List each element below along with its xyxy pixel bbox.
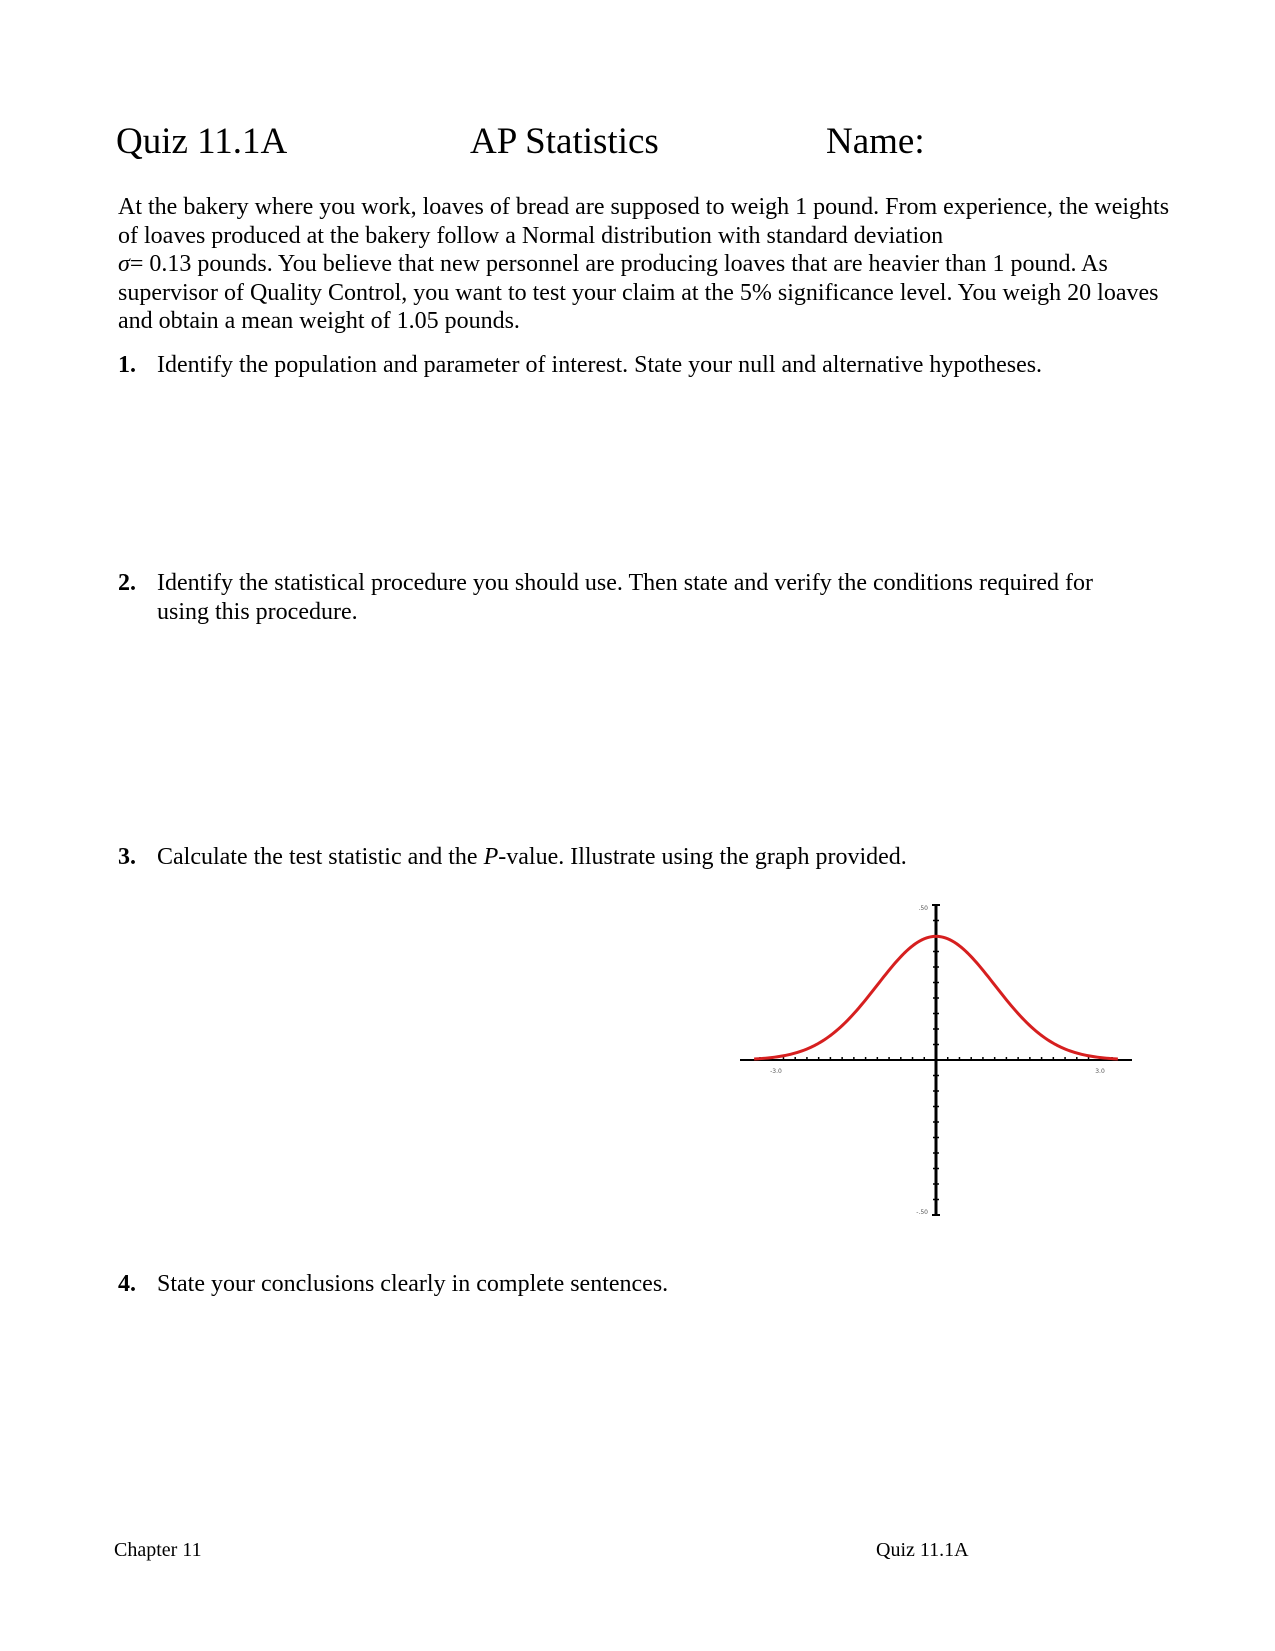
sigma-symbol: σ — [118, 251, 130, 277]
normal-curve-graph — [740, 900, 1140, 1230]
question-number: 2. — [118, 570, 136, 596]
question-text-after: -value. Illustrate using the graph provided. — [498, 844, 907, 870]
question-3 — [118, 843, 1148, 872]
question-text: Identify the population and parameter of interest. State your null and alternative hypotheses. — [157, 352, 1043, 378]
y-tick-label-max: .50 — [918, 905, 928, 912]
x-tick-label-max: 3.0 — [1095, 1068, 1105, 1075]
question-2 — [118, 569, 1148, 626]
y-tick-label-min: -.50 — [916, 1209, 928, 1216]
intro-text-a: At the bakery where you work, loaves of bread are supposed to weigh 1 pound. From experience, the weights of loaves produced at the bakery follow a Normal distribution with standard deviation — [118, 194, 1170, 249]
p-italic: P — [483, 844, 499, 870]
question-1 — [118, 351, 1148, 380]
problem-statement — [118, 193, 1178, 336]
question-number: 3. — [118, 844, 136, 870]
question-number: 1. — [118, 352, 136, 378]
footer-quiz: Quiz 11.1A — [876, 1539, 969, 1561]
question-number: 4. — [118, 1271, 136, 1297]
question-text — [157, 843, 1148, 872]
quiz-title: Quiz 11.1A — [116, 121, 288, 162]
question-text: State your conclusions clearly in complete sentences. — [157, 1271, 669, 1297]
course-title: AP Statistics — [470, 121, 659, 162]
question-text-before: Calculate the test statistic and the — [157, 844, 484, 870]
question-text: Identify the statistical procedure you should use. Then state and verify the conditions required for using this procedure. — [157, 570, 1093, 625]
name-label: Name: — [826, 121, 925, 162]
intro-text-b: = 0.13 pounds. You believe that new personnel are producing loaves that are heavier than 1 pound. As supervisor of Quality Control, you want to test your claim at the 5% significance level. You weigh 20 loaves and obtain a mean weight of 1.05 pounds. — [118, 251, 1159, 334]
footer-chapter: Chapter 11 — [114, 1539, 202, 1561]
x-tick-label-min: -3.0 — [770, 1068, 782, 1075]
question-4 — [118, 1270, 1148, 1299]
